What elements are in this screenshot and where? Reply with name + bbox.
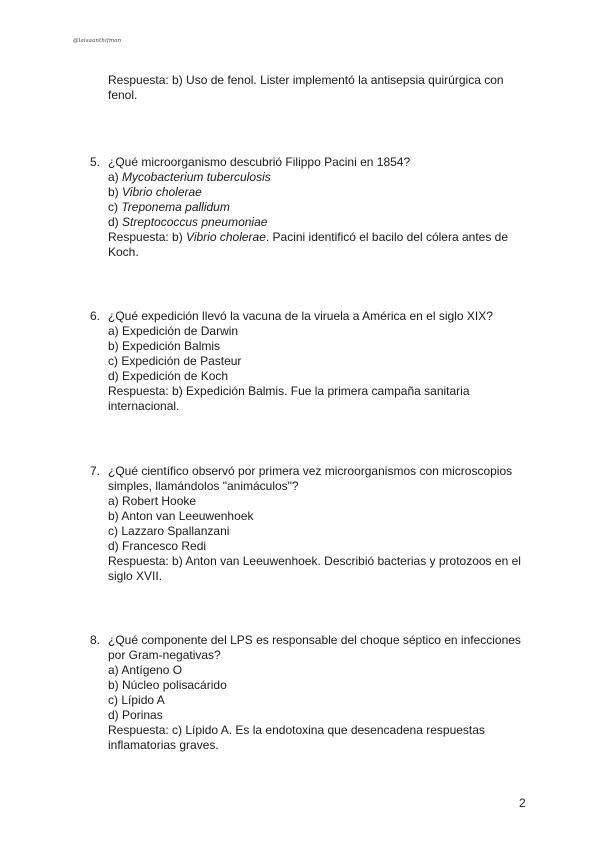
question-text: ¿Qué microorganismo descubrió Filippo Pacini en 1854? — [108, 155, 411, 169]
previous-answer: Respuesta: b) Uso de fenol. Lister implementó la antisepsia quirúrgica con fenol. — [108, 73, 504, 102]
option-d: d) Expedición de Koch — [108, 369, 229, 383]
option-c: c) Treponema pallidum — [108, 200, 230, 214]
answer: Respuesta: b) Vibrio cholerae. Pacini identificó el bacilo del cólera antes de Koch. — [108, 230, 509, 259]
option-d: d) Porinas — [108, 708, 163, 722]
answer: Respuesta: b) Anton van Leeuwenhoek. Describió bacterias y protozoos en el siglo XVII. — [108, 554, 521, 583]
question-number: 8. — [90, 633, 101, 647]
question-5 — [90, 155, 530, 260]
question-8 — [90, 633, 530, 753]
option-b: b) Vibrio cholerae — [108, 185, 202, 199]
option-b: b) Anton van Leeuwenhoek — [108, 509, 254, 523]
question-text: ¿Qué componente del LPS es responsable del choque séptico en infecciones por Gram-negativas? — [108, 633, 521, 662]
option-a: a) Mycobacterium tuberculosis — [108, 170, 271, 184]
answer: Respuesta: c) Lípido A. Es la endotoxina que desencadena respuestas inflamatorias graves. — [108, 723, 485, 752]
option-c: c) Lípido A — [108, 693, 165, 707]
page-number: 2 — [519, 796, 526, 810]
option-a: a) Robert Hooke — [108, 494, 197, 508]
question-number: 7. — [90, 464, 101, 478]
option-d: d) Streptococcus pneumoniae — [108, 215, 268, 229]
option-b: b) Expedición Balmis — [108, 339, 221, 353]
option-d: d) Francesco Redi — [108, 539, 207, 553]
question-number: 5. — [90, 155, 101, 169]
question-text: ¿Qué expedición llevó la vacuna de la viruela a América en el siglo XIX? — [108, 309, 493, 323]
author-watermark: @laisaanthifman — [73, 38, 122, 44]
option-c: c) Lazzaro Spallanzani — [108, 524, 230, 538]
option-c: c) Expedición de Pasteur — [108, 354, 242, 368]
question-6 — [90, 309, 530, 414]
answer: Respuesta: b) Expedición Balmis. Fue la primera campaña sanitaria internacional. — [108, 384, 470, 413]
option-a: a) Antígeno O — [108, 663, 183, 677]
option-a: a) Expedición de Darwin — [108, 324, 239, 338]
question-number: 6. — [90, 309, 101, 323]
question-7 — [90, 464, 530, 584]
option-b: b) Núcleo polisacárido — [108, 678, 227, 692]
question-text: ¿Qué científico observó por primera vez microorganismos con microscopios simples, llamándolos "animáculos"? — [108, 464, 513, 493]
